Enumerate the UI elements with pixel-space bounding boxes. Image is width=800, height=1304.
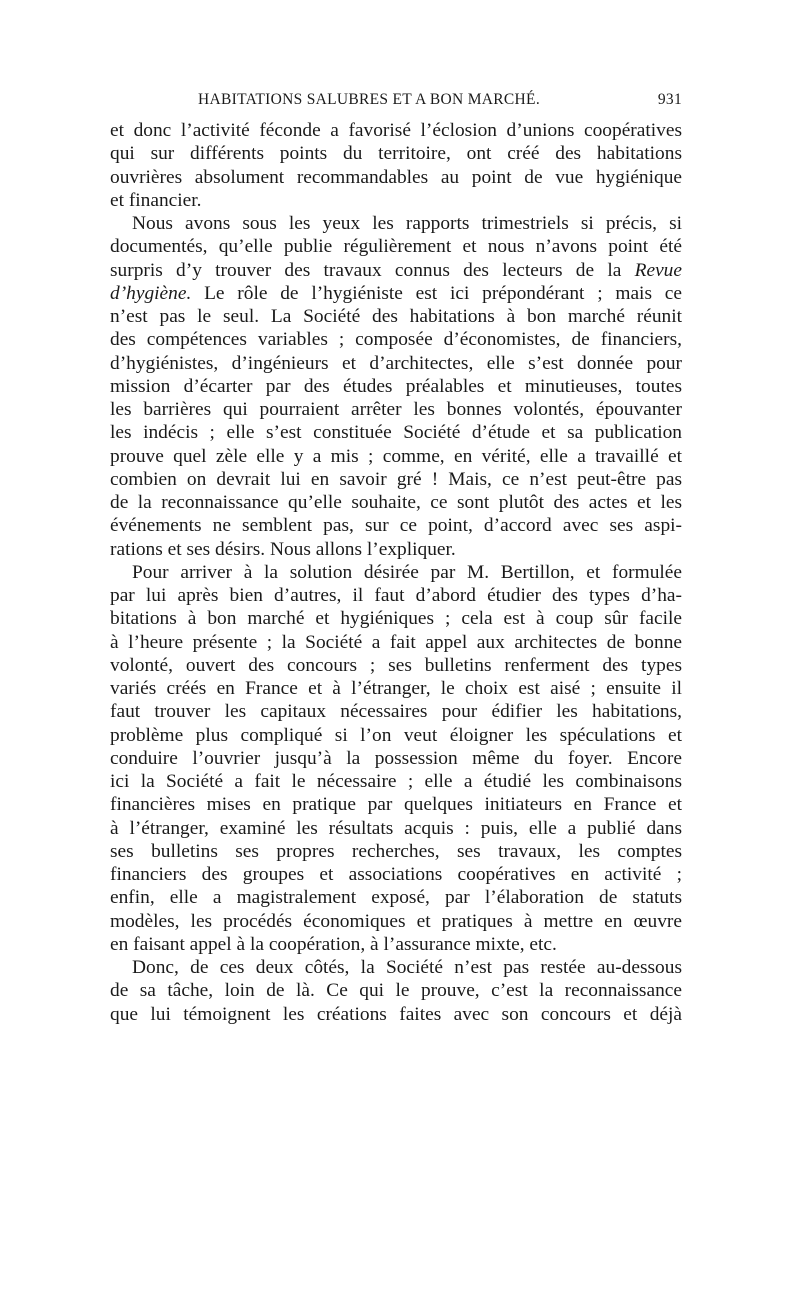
text-line: faut trouver les capitaux nécessaires pour édifier les habitations, bbox=[110, 701, 682, 723]
text-line: par lui après bien d’autres, il faut d’abord étudier des types d’ha- bbox=[110, 585, 682, 606]
text-line: variés créés en France et à l’étranger, le choix est aisé ; ensuite il bbox=[110, 678, 682, 699]
text-line: mission d’écarter par des études préalables et minutieuses, toutes bbox=[110, 375, 682, 397]
text-line: des compétences variables ; composée d’économistes, de financiers, bbox=[110, 329, 682, 351]
text-line: à l’heure présente ; la Société a fait appel aux architectes de bonne bbox=[110, 631, 682, 653]
text-line: et donc l’activité féconde a favorisé l’éclosion d’unions coopératives bbox=[110, 120, 682, 141]
text-line: ses bulletins ses propres recherches, ses travaux, les comptes bbox=[110, 840, 682, 862]
running-title: HABITATIONS SALUBRES ET A BON MARCHÉ. bbox=[198, 91, 540, 108]
text-line: en faisant appel à la coopération, à l’assurance mixte, etc. bbox=[110, 933, 557, 955]
text-line: à l’étranger, examiné les résultats acquis : puis, elle a publié dans bbox=[110, 817, 682, 839]
text-line: modèles, les procédés économiques et pratiques à mettre en œuvre bbox=[110, 910, 682, 932]
text-line bbox=[110, 259, 682, 282]
text-line: n’est pas le seul. La Société des habitations à bon marché réunit bbox=[110, 306, 682, 327]
page-number: 931 bbox=[657, 91, 682, 108]
text-line bbox=[110, 282, 682, 305]
text-line: de la reconnaissance qu’elle souhaite, ce sont plutôt des actes et les bbox=[110, 492, 682, 513]
text-line: Nous avons sous les yeux les rapports trimestriels si précis, si bbox=[132, 213, 682, 234]
text-line: enfin, elle a magistralement exposé, par l’élaboration de statuts bbox=[110, 887, 682, 909]
text-line: rations et ses désirs. Nous allons l’expliquer. bbox=[110, 538, 456, 560]
text-line: et financier. bbox=[110, 189, 202, 211]
italic-title: Revue bbox=[634, 259, 682, 281]
text-fragment: surpris d’y trouver des travaux connus des lecteurs de la bbox=[110, 259, 622, 281]
text-line: financières mises en pratique par quelques initiateurs en France et bbox=[110, 794, 682, 816]
text-line: combien on devrait lui en savoir gré ! Mais, ce n’est peut-être pas bbox=[110, 468, 682, 490]
text-line: ouvrières absolument recommandables au point de vue hygiénique bbox=[110, 166, 682, 188]
text-line: les indécis ; elle s’est constituée Société d’étude et sa publication bbox=[110, 422, 682, 444]
text-line: ici la Société a fait le nécessaire ; elle a étudié les combinaisons bbox=[110, 771, 682, 792]
text-line: problème plus compliqué si l’on veut éloigner les spéculations et bbox=[110, 724, 682, 746]
text-line: qui sur différents points du territoire, ont créé des habitations bbox=[110, 143, 682, 165]
text-fragment: Le rôle de l’hygiéniste est ici prépondérant ; mais ce bbox=[204, 282, 682, 304]
text-line: volonté, ouvert des concours ; ses bulletins renferment des types bbox=[110, 654, 682, 676]
running-header bbox=[110, 91, 682, 115]
text-line: que lui témoignent les créations faites avec son concours et déjà bbox=[110, 1003, 682, 1025]
text-line: documentés, qu’elle publie régulièrement et nous n’avons point été bbox=[110, 236, 682, 258]
text-line: prouve quel zèle elle y a mis ; comme, en vérité, elle a travaillé et bbox=[110, 445, 682, 467]
body-text bbox=[110, 119, 682, 1026]
text-line: les barrières qui pourraient arrêter les bonnes volontés, épouvanter bbox=[110, 399, 682, 420]
text-line: bitations à bon marché et hygiéniques ; cela est à coup sûr facile bbox=[110, 608, 682, 630]
text-line: de sa tâche, loin de là. Ce qui le prouve, c’est la reconnaissance bbox=[110, 980, 682, 1002]
text-line: conduire l’ouvrier jusqu’à la possession même du foyer. Encore bbox=[110, 747, 682, 769]
italic-title: d’hygiène. bbox=[110, 282, 192, 304]
text-line: Donc, de ces deux côtés, la Société n’est pas restée au-dessous bbox=[132, 957, 682, 978]
text-line: d’hygiénistes, d’ingénieurs et d’architectes, elle s’est donnée pour bbox=[110, 352, 682, 374]
text-line: financiers des groupes et associations coopératives en activité ; bbox=[110, 864, 682, 885]
text-line: Pour arriver à la solution désirée par M. Bertillon, et formulée bbox=[132, 561, 682, 583]
text-line: événements ne semblent pas, sur ce point, d’accord avec ses aspi- bbox=[110, 515, 682, 537]
